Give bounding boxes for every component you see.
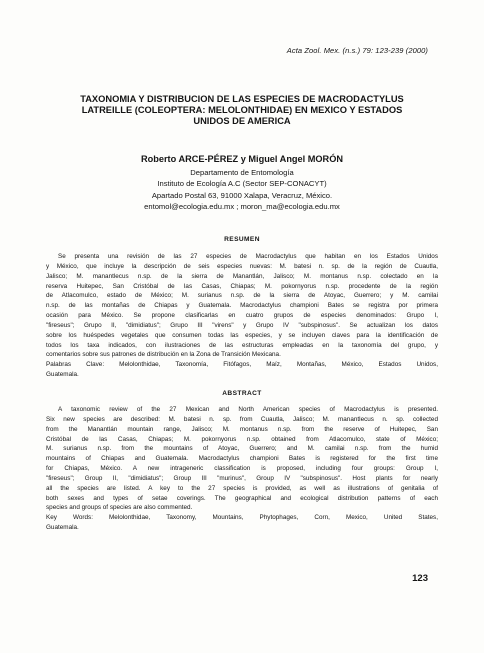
abstract-line: from the Manantlán mountain range, Jalisco; M. montanus n.sp. from the reserve of Huitepec, San xyxy=(46,425,438,433)
abstract-heading: ABSTRACT xyxy=(222,390,262,397)
abstract-line: both sexes and types of setae coverings. The geographical and ecological distribution patterns of each xyxy=(46,494,438,502)
abstract-keywords-cont: Guatemala. xyxy=(46,524,79,532)
title-line: TAXONOMIA Y DISTRIBUCION DE LAS ESPECIES DE MACRODACTYLUS xyxy=(80,94,404,104)
journal-citation: Acta Zool. Mex. (n.s.) 79: 123-239 (2000) xyxy=(286,46,428,55)
resumen-line: de Atlacomulco, estado de México; M. surianus n.sp. de la sierra de Atoyac, Guerrero; y M. camilai xyxy=(46,292,438,300)
resumen-keywords-cont: Guatemala. xyxy=(46,371,79,379)
abstract-line: for Chiapas, México. A new intrageneric classification is proposed, including four groups: Group I, xyxy=(46,465,438,473)
resumen-line: ocasión para México. Se propone clasificarlas en cuatro grupos de especies denominados: Grupo I, xyxy=(46,312,438,320)
paper-title xyxy=(60,94,424,127)
page-number: 123 xyxy=(412,573,428,584)
resumen-line: reserva Huitepec, San Cristóbal de las Casas, Chiapas; M. pokornyorus n.sp. procedente de la región xyxy=(46,282,438,290)
resumen-body xyxy=(46,252,438,380)
resumen-line: comentarios sobre sus patrones de distribución en la Zona de Transición Mexicana. xyxy=(46,351,281,359)
resumen-line: todos los taxa indicados, con ilustraciones de las estructuras empleadas en la taxonomía del grupo, y xyxy=(46,341,438,349)
abstract-keywords: Key Words: Melolonthidae, Taxonomy, Mountains, Phytophages, Corn, Mexico, United States, xyxy=(46,514,438,522)
abstract-line: M. surianus n.sp. from the mountains of Atoyac, Guerrero; and M. camilai n.sp. from the humid xyxy=(46,445,438,453)
resumen-line: y México, que incluye la descripción de seis especies nuevas: M. batesi n. sp. de la región de Cuautla, xyxy=(46,262,438,270)
resumen-line: "fireseus"; Grupo II, "dimidiatus"; Grupo III "virens" y Grupo IV "subspinosus". Se actualizan los datos xyxy=(46,321,438,329)
postal-address: Apartado Postal 63, 91000 Xalapa, Veracruz, México. xyxy=(151,190,333,200)
abstract-body xyxy=(46,405,438,533)
abstract-line: all the species are listed. A key to the 27 species is provided, as well as illustrations of genitalia of xyxy=(46,484,438,492)
resumen-line: Se presenta una revisión de las 27 especies de Macrodactylus que habitan en los Estados Unidos xyxy=(58,253,438,260)
resumen-line: sobre los huéspedes vegetales que consumen todas las especies, y se incluyen claves para la identificación de xyxy=(46,331,438,339)
institution: Instituto de Ecología A.C (Sector SEP-CONACYT) xyxy=(157,179,327,189)
department: Departamento de Entomología xyxy=(190,168,294,177)
title-line: UNIDOS DE AMERICA xyxy=(193,116,291,126)
abstract-line: A taxonomic review of the 27 Mexican and North American species of Macrodactylus is presented. xyxy=(58,406,438,413)
authors: Roberto ARCE-PÉREZ y Miguel Angel MORÓN xyxy=(141,154,343,164)
title-line: LATREILLE (COLEOPTERA: MELOLONTHIDAE) EN MEXICO Y ESTADOS xyxy=(81,105,403,115)
affiliation xyxy=(60,167,424,212)
abstract-line: "fireseus"; Group II, "dimidiatus"; Group III "murinus", Group IV "subspinosus". Host plants for nearly xyxy=(46,474,438,482)
resumen-line: n.sp. de las montañas de Chiapas y Guatemala. Macrodactylus championi Bates se registra por primera xyxy=(46,302,438,310)
resumen-heading: RESUMEN xyxy=(224,236,260,243)
resumen-keywords: Palabras Clave: Melolonthidae, Taxonomía, Fitófagos, Maíz, Montañas, México, Estados Unidos, xyxy=(46,361,438,369)
email-addresses: entomol@ecologia.edu.mx ; moron_ma@ecologia.edu.mx xyxy=(144,201,340,211)
abstract-line: Six new species are described: M. batesi n. sp. from Cuautla, Jalisco; M. manantlecus n. sp. collected xyxy=(46,415,438,423)
resumen-line: Jalisco; M. manantlecus n.sp. de la sierra de Manantlán, Jalisco; M. montanus n.sp. colectado en la xyxy=(46,272,438,280)
abstract-line: species and groups of species are also commented. xyxy=(46,504,193,512)
abstract-line: Cristóbal de las Casas, Chiapas; M. pokornyorus n.sp. obtained from Atlacomulco, state of México; xyxy=(46,435,438,443)
abstract-line: mountains of Chiapas and Guatemala. Macrodactylus championi Bates is registered for the first time xyxy=(46,455,438,463)
